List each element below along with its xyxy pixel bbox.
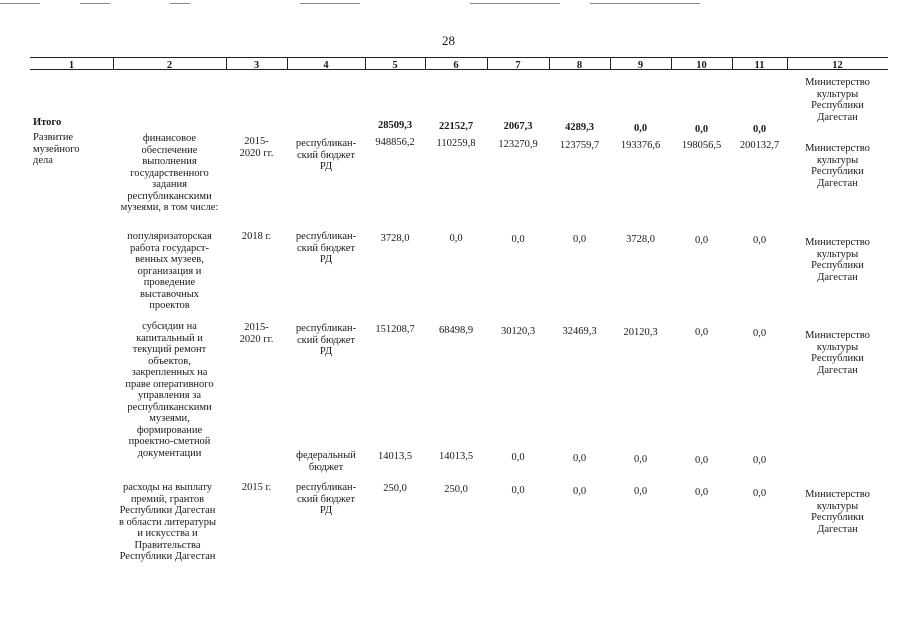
itogo-value-11: 0,0 [752,124,767,135]
row4-value-10: 0,0 [694,455,709,466]
row3-description: субсидии на капитальный и текущий ремонт объектов, закрепленных на праве оперативного управления за республиканскими музеями, формирование проектно-сметной документации [125,321,214,459]
row1-period: 2015- 2020 гг. [239,136,274,159]
scan-mark [590,3,700,4]
row5-source: республикан- ский бюджет РД [295,482,357,516]
row2-value-5: 3728,0 [380,233,410,244]
table-top-border [30,57,888,58]
col-header-10: 10 [696,60,707,71]
row1-value-5: 948856,2 [375,137,415,148]
row4-value-8: 0,0 [572,453,587,464]
itogo-label: Итого [33,117,62,128]
row3-value-11: 0,0 [752,328,767,339]
row5-value-6: 250,0 [444,484,468,495]
row2-value-6: 0,0 [449,233,463,244]
col-header-6: 6 [453,60,459,71]
row3-source: республикан- ский бюджет РД [295,323,357,357]
itogo-value-6: 22152,7 [438,121,474,132]
row2-value-11: 0,0 [752,235,767,246]
row1-value-11: 200132,7 [739,140,780,151]
row5-value-7: 0,0 [511,485,525,496]
row4-source: федеральный бюджет [296,450,356,473]
row1-value-10: 198056,5 [681,140,722,151]
row1-value-6: 110259,8 [436,138,476,149]
row3-value-5: 151208,7 [375,324,415,335]
col-header-5: 5 [392,60,398,71]
row2-period: 2018 г. [241,231,272,242]
row2-source: республикан- ский бюджет РД [295,231,357,265]
row2-value-8: 0,0 [572,234,587,245]
row5-value-9: 0,0 [633,486,648,497]
scan-mark [300,3,360,4]
row1-ministry: Министерство культуры Республики Дагестан [805,143,870,189]
itogo-value-8: 4289,3 [565,122,594,133]
row2-description: популяризаторская работа государст- венных музеев, организация и проведение выставочных проектов [127,231,212,311]
row3-value-6: 68498,9 [438,325,474,336]
scan-mark [0,3,40,4]
row3-value-8: 32469,3 [562,326,597,337]
itogo-value-7: 2067,3 [503,121,533,132]
col-header-1: 1 [68,60,75,71]
col-header-12: 12 [832,60,843,71]
row1-value-9: 193376,6 [620,140,661,151]
row5-description: расходы на выплату премий, грантов Республики Дагестан в области литературы и искусства и Правительства Республики Дагестан [118,482,217,562]
itogo-value-5: 28509,3 [377,120,413,131]
row3-value-7: 30120,3 [500,326,536,337]
row4-value-11: 0,0 [752,455,767,466]
row5-ministry: Министерство культуры Республики Дагестан [805,489,870,535]
row5-value-8: 0,0 [572,486,587,497]
col-header-4: 4 [323,60,329,71]
row1-source: республикан- ский бюджет РД [295,138,357,172]
row5-value-11: 0,0 [752,488,767,499]
row2-value-9: 3728,0 [626,234,655,245]
row2-value-10: 0,0 [694,235,709,246]
itogo-value-9: 0,0 [633,123,648,134]
row5-value-5: 250,0 [383,483,407,494]
col-header-8: 8 [576,60,583,71]
row1-description: финансовое обеспечение выполнения государственного задания республиканскими музеями, в том числе: [120,133,219,213]
itogo-ministry: Министерство культуры Республики Дагестан [805,77,870,123]
row3-period: 2015- 2020 гг. [239,322,274,345]
col-header-11: 11 [754,60,765,71]
col-header-3: 3 [253,60,260,71]
section-label: Развитие музейного дела [33,132,80,166]
row5-value-10: 0,0 [694,487,709,498]
row4-value-9: 0,0 [633,454,648,465]
scan-mark [470,3,560,4]
col-header-2: 2 [166,60,173,71]
row2-value-7: 0,0 [511,234,525,245]
row5-period: 2015 г. [241,482,272,493]
row2-ministry: Министерство культуры Республики Дагестан [805,237,870,283]
col-header-9: 9 [637,60,644,71]
col-header-7: 7 [515,60,521,71]
row4-value-5: 14013,5 [377,451,413,462]
row1-value-7: 123270,9 [498,139,538,150]
scan-mark [80,3,110,4]
row3-value-9: 20120,3 [623,327,658,338]
page-number: 28 [442,33,455,48]
itogo-value-10: 0,0 [694,124,709,135]
row4-value-6: 14013,5 [438,451,474,462]
row3-ministry: Министерство культуры Республики Дагестан [805,330,870,376]
scan-mark [170,3,190,4]
row1-value-8: 123759,7 [559,140,600,151]
row3-value-10: 0,0 [694,327,709,338]
row4-value-7: 0,0 [511,452,525,463]
